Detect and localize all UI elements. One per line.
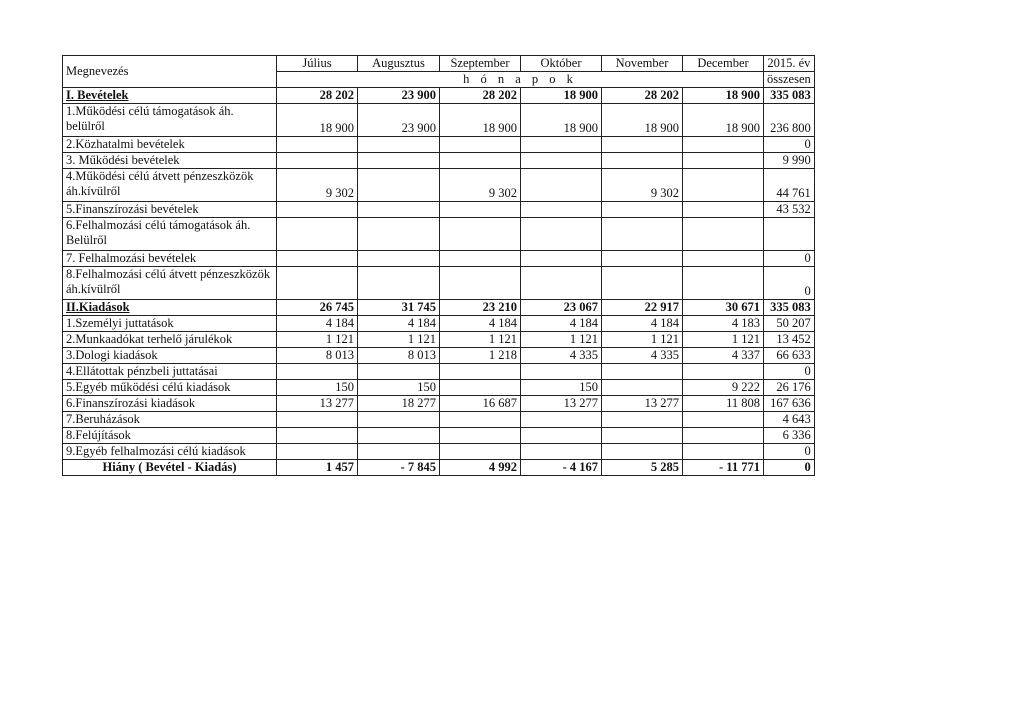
value-cell: 18 900 (277, 104, 358, 137)
value-cell (683, 153, 764, 169)
value-cell (277, 251, 358, 267)
value-cell (277, 267, 358, 300)
value-cell: 18 277 (358, 396, 440, 412)
value-cell (602, 444, 683, 460)
value-cell (440, 202, 521, 218)
table-row (63, 251, 815, 267)
value-cell (277, 137, 358, 153)
value-cell: 4 335 (521, 348, 602, 364)
value-cell: 9 302 (602, 169, 683, 202)
value-cell (440, 153, 521, 169)
row-label: 2.Közhatalmi bevételek (63, 137, 277, 153)
value-cell: 1 121 (440, 332, 521, 348)
table-row (63, 88, 815, 104)
table-row (63, 460, 815, 476)
value-cell (358, 364, 440, 380)
table-row (63, 316, 815, 332)
table-row (63, 300, 815, 316)
header-row-months (63, 56, 815, 72)
value-cell (764, 218, 815, 251)
value-cell: 0 (764, 267, 815, 300)
value-cell (277, 444, 358, 460)
value-cell: 0 (764, 364, 815, 380)
value-cell: 18 900 (602, 104, 683, 137)
value-cell (440, 218, 521, 251)
header-month-october: Október (521, 56, 602, 72)
value-cell (602, 428, 683, 444)
table-row (63, 137, 815, 153)
table-row (63, 348, 815, 364)
value-cell: 4 183 (683, 316, 764, 332)
value-cell (277, 153, 358, 169)
value-cell: 4 337 (683, 348, 764, 364)
value-cell: 23 900 (358, 104, 440, 137)
value-cell (602, 412, 683, 428)
value-cell (358, 202, 440, 218)
value-cell: 5 285 (602, 460, 683, 476)
value-cell (358, 218, 440, 251)
value-cell (440, 428, 521, 444)
value-cell (521, 169, 602, 202)
value-cell (602, 364, 683, 380)
value-cell (602, 153, 683, 169)
value-cell (683, 412, 764, 428)
value-cell: 28 202 (602, 88, 683, 104)
table-row (63, 169, 815, 202)
value-cell: 26 745 (277, 300, 358, 316)
value-cell (521, 218, 602, 251)
value-cell (521, 267, 602, 300)
value-cell (358, 267, 440, 300)
value-cell (683, 169, 764, 202)
header-name-cell: Megnevezés (63, 56, 277, 88)
table-row (63, 428, 815, 444)
value-cell (521, 202, 602, 218)
value-cell: 44 761 (764, 169, 815, 202)
value-cell: 26 176 (764, 380, 815, 396)
value-cell: 236 800 (764, 104, 815, 137)
value-cell: 4 184 (521, 316, 602, 332)
row-label: 7.Beruházások (63, 412, 277, 428)
value-cell: 9 302 (440, 169, 521, 202)
value-cell: 13 277 (602, 396, 683, 412)
budget-table (62, 55, 815, 476)
value-cell: 18 900 (521, 104, 602, 137)
value-cell: 150 (277, 380, 358, 396)
value-cell (683, 251, 764, 267)
value-cell: 30 671 (683, 300, 764, 316)
row-label: 2.Munkaadókat terhelő járulékok (63, 332, 277, 348)
value-cell: 0 (764, 251, 815, 267)
row-label: 3. Működési bevételek (63, 153, 277, 169)
value-cell (277, 412, 358, 428)
value-cell: 1 121 (277, 332, 358, 348)
value-cell: 9 990 (764, 153, 815, 169)
value-cell: 167 636 (764, 396, 815, 412)
table-row (63, 202, 815, 218)
value-cell: 43 532 (764, 202, 815, 218)
value-cell: 0 (764, 460, 815, 476)
header-month-september: Szeptember (440, 56, 521, 72)
value-cell (683, 364, 764, 380)
value-cell (602, 380, 683, 396)
value-cell: 50 207 (764, 316, 815, 332)
value-cell (440, 137, 521, 153)
value-cell: 4 184 (440, 316, 521, 332)
value-cell: 23 067 (521, 300, 602, 316)
value-cell: 13 452 (764, 332, 815, 348)
value-cell (277, 428, 358, 444)
value-cell (521, 251, 602, 267)
header-month-august: Augusztus (358, 56, 440, 72)
value-cell (683, 267, 764, 300)
row-label: 8.Felhalmozási célú átvett pénzeszközök áh.kívülről (63, 267, 277, 300)
value-cell: - 11 771 (683, 460, 764, 476)
value-cell: 6 336 (764, 428, 815, 444)
value-cell (277, 218, 358, 251)
row-label: 4.Működési célú átvett pénzeszközök áh.kívülről (63, 169, 277, 202)
value-cell: - 4 167 (521, 460, 602, 476)
row-label: 4.Ellátottak pénzbeli juttatásai (63, 364, 277, 380)
row-label: 6.Finanszírozási kiadások (63, 396, 277, 412)
value-cell (683, 444, 764, 460)
value-cell: 335 083 (764, 88, 815, 104)
row-label: 7. Felhalmozási bevételek (63, 251, 277, 267)
header-month-july: Július (277, 56, 358, 72)
table-row (63, 364, 815, 380)
row-label: 8.Felújítások (63, 428, 277, 444)
value-cell: 18 900 (440, 104, 521, 137)
table-row (63, 267, 815, 300)
value-cell (358, 444, 440, 460)
table-row (63, 218, 815, 251)
table-row (63, 412, 815, 428)
table-row (63, 444, 815, 460)
value-cell (521, 444, 602, 460)
row-label: 5.Egyéb működési célú kiadások (63, 380, 277, 396)
value-cell: 0 (764, 137, 815, 153)
row-label: I. Bevételek (63, 88, 277, 104)
value-cell (683, 137, 764, 153)
value-cell: 11 808 (683, 396, 764, 412)
value-cell: 1 121 (521, 332, 602, 348)
header-month-december: December (683, 56, 764, 72)
value-cell: 150 (521, 380, 602, 396)
row-label: 6.Felhalmozási célú támogatások áh. Belülről (63, 218, 277, 251)
value-cell (602, 267, 683, 300)
header-total-sub: összesen (764, 72, 815, 88)
value-cell (277, 202, 358, 218)
value-cell: 18 900 (683, 88, 764, 104)
value-cell: 1 121 (358, 332, 440, 348)
row-label: 1.Személyi juttatások (63, 316, 277, 332)
value-cell (602, 202, 683, 218)
value-cell (521, 428, 602, 444)
value-cell: 150 (358, 380, 440, 396)
value-cell: 8 013 (277, 348, 358, 364)
value-cell: 4 184 (358, 316, 440, 332)
value-cell: 4 992 (440, 460, 521, 476)
value-cell (521, 364, 602, 380)
table-row (63, 332, 815, 348)
table-row (63, 104, 815, 137)
row-label: 9.Egyéb felhalmozási célú kiadások (63, 444, 277, 460)
table-row (63, 380, 815, 396)
row-label: Hiány ( Bevétel - Kiadás) (63, 460, 277, 476)
value-cell: 4 335 (602, 348, 683, 364)
header-total-year: 2015. év (764, 56, 815, 72)
value-cell: 28 202 (440, 88, 521, 104)
value-cell (683, 218, 764, 251)
value-cell (358, 137, 440, 153)
value-cell (683, 428, 764, 444)
value-cell: 9 222 (683, 380, 764, 396)
value-cell: 8 013 (358, 348, 440, 364)
value-cell: 22 917 (602, 300, 683, 316)
value-cell (521, 137, 602, 153)
value-cell: 4 643 (764, 412, 815, 428)
value-cell (440, 267, 521, 300)
value-cell: 9 302 (277, 169, 358, 202)
value-cell: 0 (764, 444, 815, 460)
value-cell: 31 745 (358, 300, 440, 316)
value-cell (358, 428, 440, 444)
value-cell: 1 457 (277, 460, 358, 476)
value-cell (683, 202, 764, 218)
header-month-november: November (602, 56, 683, 72)
value-cell (440, 364, 521, 380)
value-cell (358, 153, 440, 169)
value-cell (440, 412, 521, 428)
value-cell: 23 900 (358, 88, 440, 104)
table-row (63, 396, 815, 412)
row-label: 5.Finanszírozási bevételek (63, 202, 277, 218)
value-cell (277, 364, 358, 380)
value-cell: 1 218 (440, 348, 521, 364)
table-row (63, 153, 815, 169)
value-cell (602, 137, 683, 153)
value-cell (358, 412, 440, 428)
value-cell: 335 083 (764, 300, 815, 316)
value-cell (440, 380, 521, 396)
value-cell: 4 184 (277, 316, 358, 332)
value-cell: 18 900 (521, 88, 602, 104)
value-cell: 23 210 (440, 300, 521, 316)
value-cell: 28 202 (277, 88, 358, 104)
value-cell (521, 153, 602, 169)
value-cell (440, 444, 521, 460)
value-cell: 1 121 (602, 332, 683, 348)
value-cell: 66 633 (764, 348, 815, 364)
value-cell: 16 687 (440, 396, 521, 412)
value-cell: 1 121 (683, 332, 764, 348)
row-label: 1.Működési célú támogatások áh. belülről (63, 104, 277, 137)
value-cell: 13 277 (277, 396, 358, 412)
value-cell (521, 412, 602, 428)
value-cell (440, 251, 521, 267)
value-cell (602, 218, 683, 251)
value-cell (602, 251, 683, 267)
value-cell (358, 251, 440, 267)
value-cell (358, 169, 440, 202)
value-cell: - 7 845 (358, 460, 440, 476)
header-months-group: h ó n a p o k (277, 72, 764, 88)
value-cell: 4 184 (602, 316, 683, 332)
value-cell: 18 900 (683, 104, 764, 137)
value-cell: 13 277 (521, 396, 602, 412)
row-label: II.Kiadások (63, 300, 277, 316)
row-label: 3.Dologi kiadások (63, 348, 277, 364)
